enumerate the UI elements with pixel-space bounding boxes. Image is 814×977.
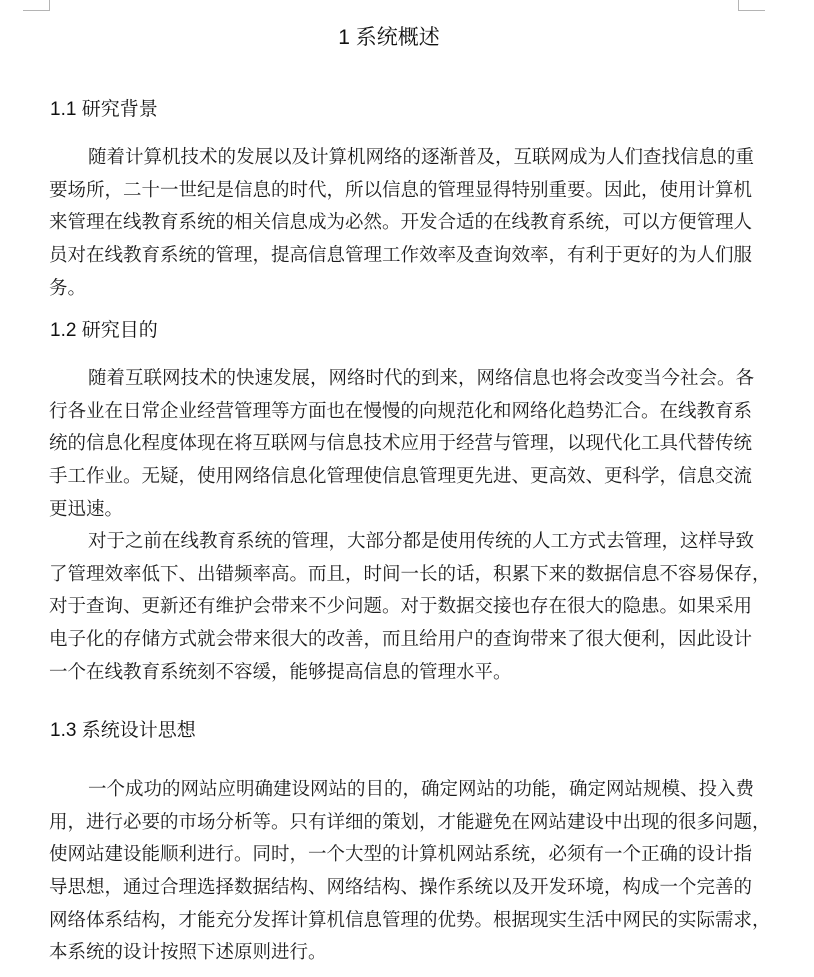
paragraph-line: 手工作业。无疑，使用网络信息化管理使信息管理更先进、更高效、更科学，信息交流 bbox=[49, 466, 753, 488]
page-corner-mark-top-right bbox=[738, 0, 765, 11]
paragraph-line: 随着互联网技术的快速发展，网络时代的到来，网络信息也将会改变当今社会。各 bbox=[88, 368, 755, 389]
paragraph-line: 对于之前在线教育系统的管理，大部分都是使用传统的人工方式去管理，这样导致 bbox=[88, 531, 755, 552]
paragraph-line: 了管理效率低下、出错频率高。而且，时间一长的话，积累下来的数据信息不容易保存， bbox=[49, 563, 771, 585]
section-heading-1-3: 1.3 系统设计思想 bbox=[50, 720, 196, 741]
section-heading-1-1: 1.1 研究背景 bbox=[50, 99, 158, 120]
paragraph-line: 务。 bbox=[49, 277, 87, 299]
paragraph-line: 员对在线教育系统的管理，提高信息管理工作效率及查询效率，有利于更好的为人们服 bbox=[49, 245, 753, 267]
paragraph-design-idea bbox=[49, 774, 771, 970]
paragraph-line: 用，进行必要的市场分析等。只有详细的策划，才能避免在网站建设中出现的很多问题， bbox=[49, 811, 771, 833]
paragraph-line: 一个成功的网站应明确建设网站的目的，确定网站的功能，确定网站规模、投入费 bbox=[88, 779, 755, 800]
paragraph-line: 电子化的存储方式就会带来很大的改善，而且给用户的查询带来了很大便利，因此设计 bbox=[49, 629, 753, 651]
paragraph-purpose-2 bbox=[49, 526, 771, 689]
paragraph-line: 一个在线教育系统刻不容缓，能够提高信息的管理水平。 bbox=[49, 661, 512, 683]
paragraph-line: 来管理在线教育系统的相关信息成为必然。开发合适的在线教育系统，可以方便管理人 bbox=[49, 212, 753, 234]
paragraph-line: 对于查询、更新还有维护会带来不少问题。对于数据交接也存在很大的隐患。如果采用 bbox=[49, 596, 753, 618]
paragraph-line: 要场所，二十一世纪是信息的时代，所以信息的管理显得特别重要。因此，使用计算机 bbox=[49, 179, 753, 201]
paragraph-line: 行各业在日常企业经营管理等方面也在慢慢的向规范化和网络化趋势汇合。在线教育系 bbox=[49, 400, 753, 422]
paragraph-line: 更迅速。 bbox=[49, 498, 124, 520]
paragraph-background bbox=[49, 142, 755, 305]
paragraph-line: 网络体系结构，才能充分发挥计算机信息管理的优势。根据现实生活中网民的实际需求， bbox=[49, 909, 771, 931]
paragraph-line: 本系统的设计按照下述原则进行。 bbox=[49, 942, 327, 964]
paragraph-line: 随着计算机技术的发展以及计算机网络的逐渐普及，互联网成为人们查找信息的重 bbox=[88, 147, 755, 168]
paragraph-purpose-1 bbox=[49, 363, 755, 526]
paragraph-line: 导思想，通过合理选择数据结构、网络结构、操作系统以及开发环境，构成一个完善的 bbox=[49, 877, 753, 899]
page-corner-mark-top-left bbox=[23, 0, 50, 11]
chapter-title: 1 系统概述 bbox=[338, 26, 440, 49]
paragraph-line: 使网站建设能顺利进行。同时，一个大型的计算机网站系统，必须有一个正确的设计指 bbox=[49, 844, 753, 866]
paragraph-line: 统的信息化程度体现在将互联网与信息技术应用于经营与管理，以现代化工具代替传统 bbox=[49, 433, 753, 455]
section-heading-1-2: 1.2 研究目的 bbox=[50, 320, 158, 341]
